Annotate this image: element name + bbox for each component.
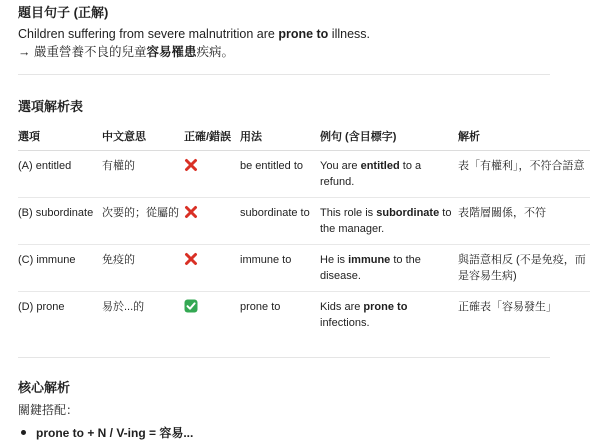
example-target-word: prone to — [363, 301, 408, 313]
example-text: Kids are — [320, 301, 364, 313]
cell-example — [320, 151, 458, 198]
example-text: to a refund. — [320, 160, 422, 188]
translation-highlight: 容易罹患 — [146, 45, 197, 59]
example-text: infections. — [320, 317, 370, 329]
cross-mark-icon — [184, 205, 198, 219]
section-title-core: 核心解析 — [18, 380, 71, 395]
cell-example — [320, 245, 458, 292]
bullet-dot-icon — [21, 430, 26, 435]
header-analysis: 解析 — [458, 122, 590, 151]
cell-usage: subordinate to — [240, 198, 320, 245]
header-correctness: 正確/錯誤 — [184, 122, 240, 151]
cell-example — [320, 198, 458, 245]
divider — [18, 74, 550, 75]
example-text: He is — [320, 254, 349, 266]
header-example: 例句 (含目標字) — [320, 122, 458, 151]
sentence-text-after: illness. — [328, 27, 370, 41]
cell-option: (A) entitled — [18, 151, 102, 198]
table-row — [18, 292, 590, 339]
example-text: This role is — [320, 207, 377, 219]
cell-option: (D) prone — [18, 301, 65, 313]
cell-analysis: 正確表「容易發生」 — [458, 301, 557, 313]
cell-option: (B) subordinate — [18, 198, 102, 245]
cross-mark-icon — [184, 158, 198, 172]
cross-mark-icon — [184, 252, 198, 266]
table-row — [18, 198, 590, 245]
cell-meaning: 免疫的 — [102, 245, 184, 292]
table-row — [18, 151, 590, 198]
check-mark-icon — [184, 299, 198, 313]
question-translation — [18, 43, 234, 61]
sentence-highlight: prone to — [278, 27, 329, 41]
cell-example — [320, 292, 458, 339]
example-target-word: subordinate — [376, 207, 440, 219]
cell-correctness — [184, 292, 240, 339]
list-item — [21, 424, 193, 441]
question-sentence — [18, 25, 370, 43]
example-text: You are — [320, 160, 361, 172]
cell-usage: be entitled to — [240, 151, 320, 198]
section-title-question: 題目句子 (正解) — [18, 5, 109, 20]
example-text: to the manager. — [320, 207, 452, 235]
translation-text-before: → 嚴重營養不良的兒童 — [18, 45, 147, 59]
example-target-word: entitled — [360, 160, 400, 172]
cell-usage: immune to — [240, 245, 320, 292]
cell-correctness — [184, 245, 240, 292]
header-usage: 用法 — [240, 122, 320, 151]
cell-correctness — [184, 198, 240, 245]
table-header-row — [18, 122, 590, 151]
header-option: 選項 — [18, 122, 102, 151]
options-table — [18, 122, 590, 339]
translation-text-after: 疾病。 — [196, 45, 235, 59]
example-text: to the disease. — [320, 254, 421, 282]
cell-option: (C) immune — [18, 245, 102, 292]
cell-analysis: 與語意相反 (不是免疫，而是容易生病) — [458, 245, 590, 292]
cell-usage: prone to — [240, 301, 281, 313]
example-target-word: immune — [348, 254, 391, 266]
list-item-text: prone to + N / V-ing = 容易... — [36, 426, 194, 440]
cell-meaning: 次要的；從屬的 — [102, 198, 184, 245]
cell-correctness — [184, 151, 240, 198]
cell-meaning: 有權的 — [102, 151, 184, 198]
table-row — [18, 245, 590, 292]
collocation-label: 關鍵搭配： — [18, 403, 79, 417]
cell-meaning: 易於...的 — [102, 301, 145, 313]
cell-analysis: 表階層關係，不符 — [458, 198, 590, 245]
cell-analysis: 表「有權利」，不符合語意 — [458, 151, 590, 198]
section-title-options: 選項解析表 — [18, 99, 84, 114]
divider — [18, 357, 550, 358]
header-meaning: 中文意思 — [102, 122, 184, 151]
sentence-text-before: Children suffering from severe malnutrition are — [18, 27, 279, 41]
